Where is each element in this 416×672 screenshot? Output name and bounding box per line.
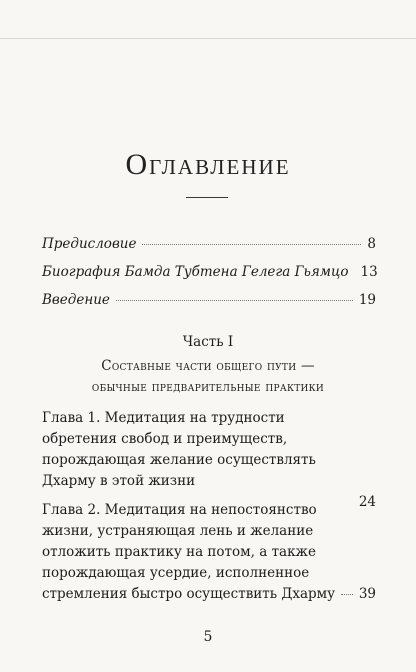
toc-entry-page: 39: [358, 586, 376, 602]
toc-entry-label: Предисловие: [42, 236, 137, 252]
toc-entry-chapter-2[interactable]: [42, 500, 376, 605]
part-heading-line: обычные предварительные практики: [91, 379, 325, 395]
toc-entry-introduction[interactable]: [42, 292, 376, 320]
part-heading-line: Составные части общего пути —: [101, 358, 315, 374]
leader-dots: [341, 594, 353, 595]
chapter-title-line: стремления быстро осуществить Дхарму: [42, 586, 336, 602]
toc-entry-page: 24: [358, 494, 376, 510]
toc-entry-page: 8: [367, 236, 376, 252]
toc-entry-chapter-1[interactable]: [42, 408, 376, 513]
chapter-title-line: Дхарму в этой жизни: [42, 473, 196, 489]
page-number: 5: [203, 629, 213, 645]
toc-entry-label: Биография Бамда Тубтена Гелега Гьямцо: [42, 264, 349, 280]
leader-dots: [116, 300, 353, 301]
chapter-title-line: обретения свобод и преимуществ,: [42, 431, 288, 447]
leader-dots: [142, 244, 361, 245]
page-bleed-rule: [0, 38, 416, 39]
chapter-title-line: порождающая желание осуществлять: [42, 452, 316, 468]
front-matter-list: [42, 236, 376, 320]
toc-entry-biography[interactable]: [42, 264, 376, 292]
chapter-title-line: жизни, устраняющая лень и желание: [42, 523, 314, 539]
chapter-title-line: порождающая усердие, исполненное: [42, 565, 310, 581]
show-through-text: [330, 62, 333, 78]
toc-entry-page: 19: [358, 292, 376, 308]
toc-entry-page: 13: [360, 264, 378, 280]
part-heading: [0, 356, 416, 398]
page-title: Оглавление: [125, 148, 291, 181]
title-divider: [186, 197, 228, 198]
chapter-title-line: Глава 2. Медитация на непостоянство: [42, 502, 317, 518]
chapter-title-line: Глава 1. Медитация на трудности: [42, 410, 285, 426]
toc-entry-label: Введение: [42, 292, 110, 308]
part-label: Часть I: [182, 334, 234, 350]
chapter-title-line: отложить практику на потом, а также: [42, 544, 316, 560]
toc-entry-preface[interactable]: [42, 236, 376, 264]
